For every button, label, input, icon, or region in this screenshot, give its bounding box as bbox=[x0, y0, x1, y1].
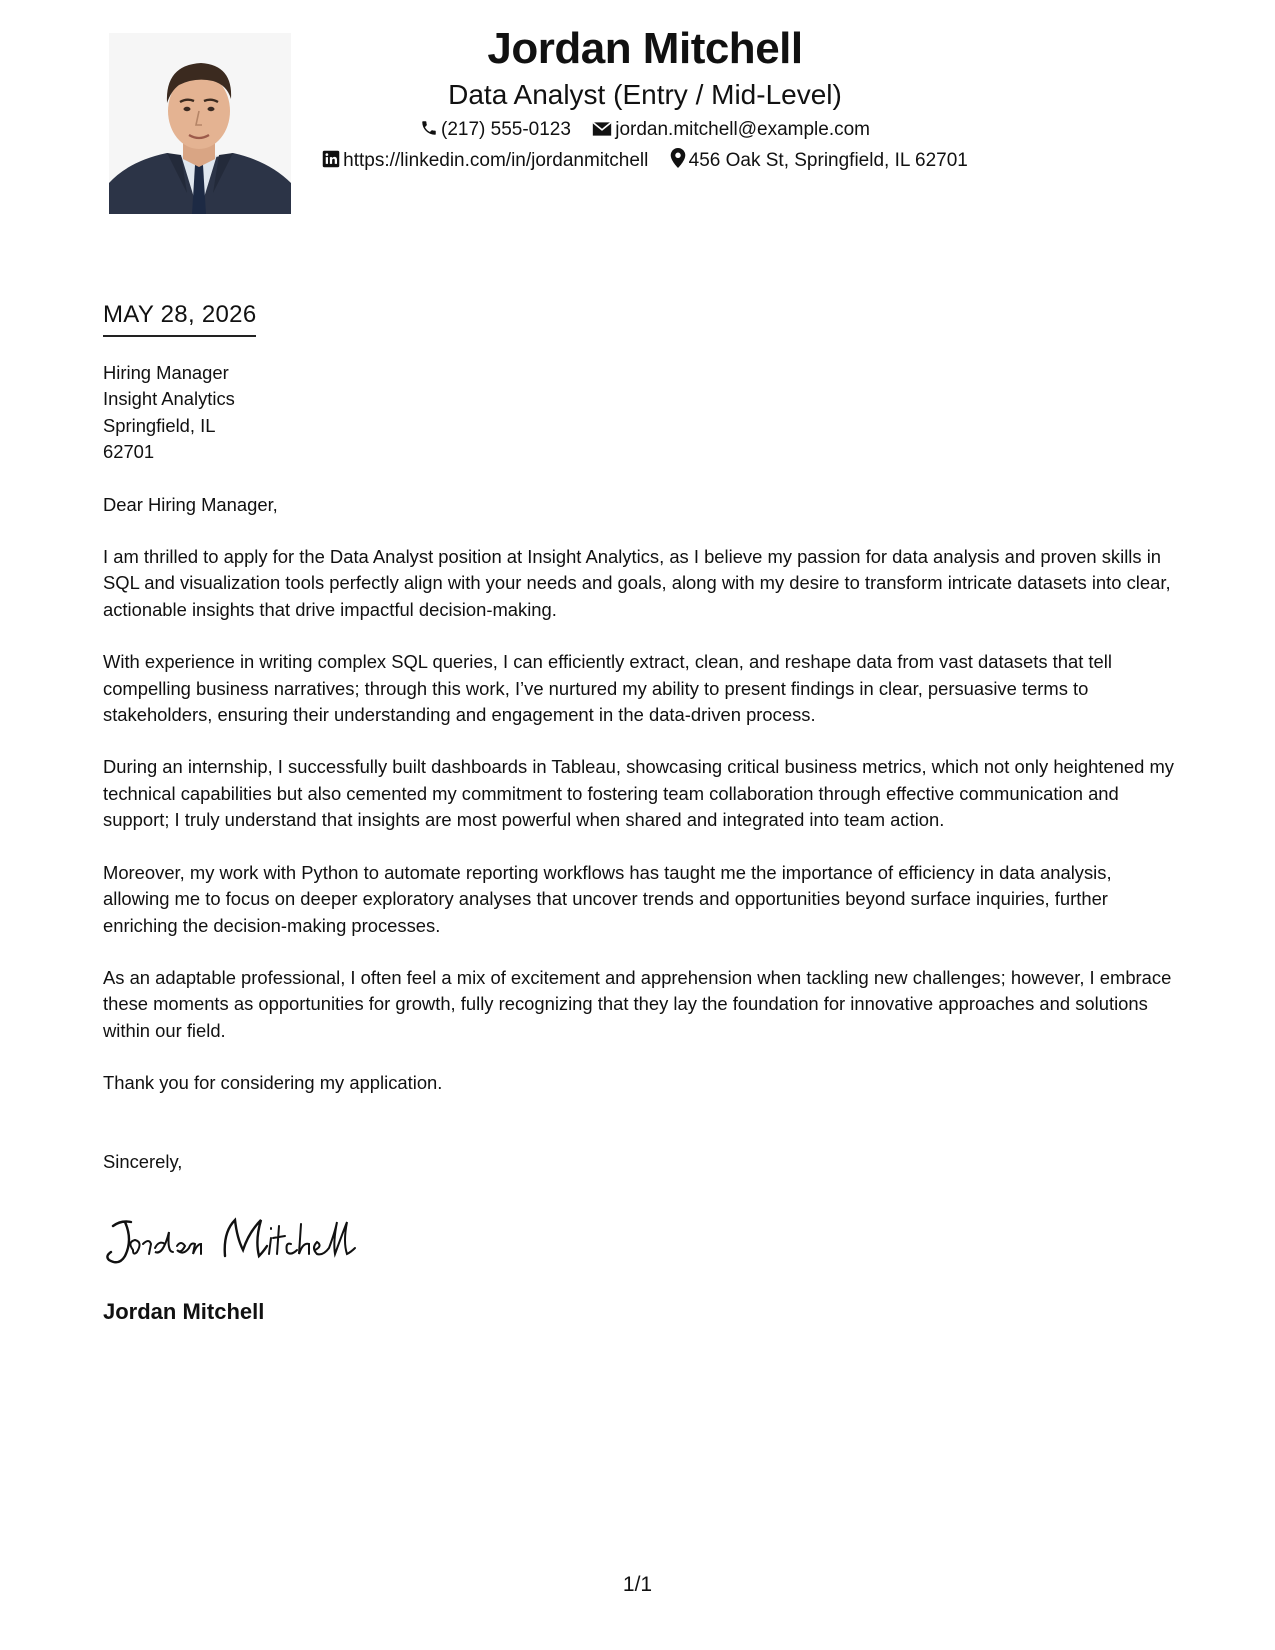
linkedin-icon bbox=[322, 150, 340, 168]
contact-row-secondary bbox=[300, 148, 990, 173]
recipient-line: Springfield, IL bbox=[103, 414, 216, 436]
recipient-line: Hiring Manager bbox=[103, 362, 229, 383]
letter-paragraph: Thank you for considering my application. bbox=[103, 1072, 443, 1094]
linkedin-contact[interactable] bbox=[322, 149, 648, 173]
letter-paragraph: As an adaptable professional, I often feel a mix of excitement and apprehension when tackling new challenges; however, I embrace these moments as opportunities for growth, fully recognizing that they lay the foundation for innovative approaches and solutions within our field. bbox=[103, 966, 1172, 1041]
email-contact[interactable] bbox=[592, 118, 870, 142]
letter-date: MAY 28, 2026 bbox=[103, 299, 256, 337]
email-text: jordan.mitchell@example.com bbox=[615, 119, 870, 140]
page-number: 1/1 bbox=[622, 1573, 653, 1596]
address-contact bbox=[670, 148, 968, 173]
address-text: 456 Oak St, Springfield, IL 62701 bbox=[688, 150, 968, 171]
letter-body bbox=[103, 360, 1183, 1175]
job-title: Data Analyst (Entry / Mid-Level) bbox=[448, 79, 842, 110]
recipient-line: Insight Analytics bbox=[103, 388, 235, 410]
map-marker-icon bbox=[670, 148, 686, 168]
letter-paragraph: Moreover, my work with Python to automate reporting workflows has taught me the importance of efficiency in data analysis, allowing me to focus on deeper exploratory analyses that uncover trends and opportunities beyond surface inquiries, further enriching the decision-making processes. bbox=[103, 861, 1112, 936]
phone-text: (217) 555-0123 bbox=[441, 119, 571, 140]
profile-photo bbox=[109, 33, 291, 214]
closing: Sincerely, bbox=[103, 1150, 183, 1172]
phone-contact[interactable] bbox=[420, 118, 571, 142]
letter-paragraph: During an internship, I successfully built dashboards in Tableau, showcasing critical business metrics, which not only heightened my technical capabilities but also cemented my commitment to fostering team collaboration through effective communication and support; I truly understand that insights are most powerful when shared and integrated into team action. bbox=[103, 756, 1174, 831]
handwritten-signature bbox=[103, 1212, 373, 1272]
applicant-name: Jordan Mitchell bbox=[487, 24, 803, 73]
recipient-block bbox=[103, 360, 1183, 466]
salutation: Dear Hiring Manager, bbox=[103, 493, 278, 515]
letter-paragraph: With experience in writing complex SQL queries, I can efficiently extract, clean, and reshape data from vast datasets that tell compelling business narratives; through this work, I’ve nurtured my ability to present findings in clear, persuasive terms to stakeholders, ensuring their understanding and engagement in the data-driven process. bbox=[103, 651, 1112, 726]
phone-icon bbox=[420, 119, 438, 137]
contact-row-primary bbox=[300, 118, 990, 142]
linkedin-text: https://linkedin.com/in/jordanmitchell bbox=[343, 150, 649, 171]
envelope-icon bbox=[592, 121, 612, 137]
resume-header bbox=[300, 20, 990, 173]
signer-name: Jordan Mitchell bbox=[103, 1299, 265, 1324]
recipient-line: 62701 bbox=[103, 441, 155, 463]
letter-paragraph: I am thrilled to apply for the Data Analyst position at Insight Analytics, as I believe my passion for data analysis and proven skills in SQL and visualization tools perfectly align with your needs and goals, along with my desire to transform intricate datasets into clear, actionable insights that drive impactful decision-making. bbox=[103, 546, 1171, 620]
